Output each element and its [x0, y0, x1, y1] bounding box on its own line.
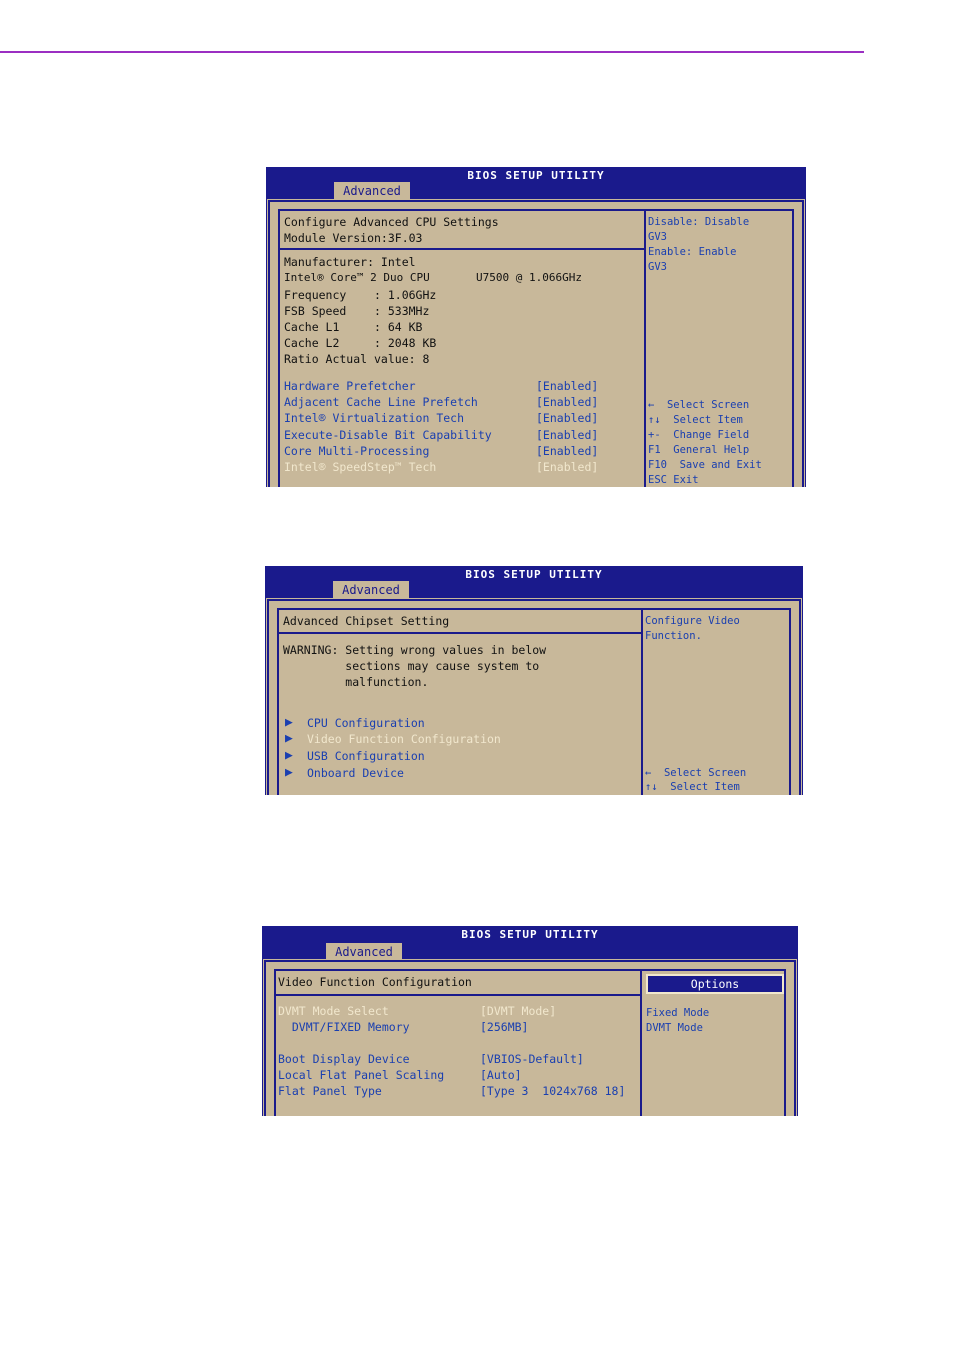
menu-item-onboard-device[interactable]: Onboard Device	[307, 766, 404, 780]
panel-divider	[640, 971, 642, 1116]
info-frequency: Frequency : 1.06GHz	[284, 288, 437, 302]
bios-title: BIOS SETUP UTILITY	[467, 169, 605, 182]
bios-screen-video-config	[262, 926, 798, 1116]
bios-inner-frame	[274, 969, 786, 1116]
bios-body	[267, 599, 801, 795]
info-cache-l1: Cache L1 : 64 KB	[284, 320, 423, 334]
heading-divider	[279, 632, 641, 634]
heading: Advanced Chipset Setting	[283, 614, 450, 628]
bios-title: BIOS SETUP UTILITY	[461, 928, 599, 941]
key-hint-general-help: F1 General Help	[648, 444, 750, 456]
info-cpu-model: Intel® Core™ 2 Duo CPU U7500 @ 1.066GHz	[284, 271, 583, 284]
submenu-arrow-icon: ▶	[285, 715, 293, 730]
submenu-arrow-icon: ▶	[285, 765, 293, 780]
menu-item-usb-configuration[interactable]: USB Configuration	[307, 749, 425, 763]
setting-label-execute-disable[interactable]: Execute-Disable Bit Capability	[284, 428, 492, 442]
key-hint-save-exit: F10 Save and Exit	[648, 459, 762, 471]
info-manufacturer: Manufacturer: Intel	[284, 255, 416, 269]
setting-value-flat-panel-type[interactable]: [Type 3 1024x768 18]	[480, 1084, 626, 1098]
setting-value-virtualization[interactable]: [Enabled]	[536, 411, 599, 425]
bios-screen-chipset	[265, 566, 803, 795]
setting-value-core-multi[interactable]: [Enabled]	[536, 444, 599, 458]
setting-label-adjacent-cache[interactable]: Adjacent Cache Line Prefetch	[284, 395, 478, 409]
key-hint-select-screen: ← Select Screen	[648, 399, 750, 411]
menu-item-video-function-configuration[interactable]: Video Function Configuration	[307, 732, 501, 746]
help-text-1: Disable: Disable	[648, 216, 750, 228]
setting-value-dvmt-mode-select[interactable]: [DVMT Mode]	[480, 1004, 557, 1018]
submenu-arrow-icon: ▶	[285, 731, 293, 746]
setting-label-virtualization[interactable]: Intel® Virtualization Tech	[284, 411, 465, 425]
setting-label-speedstep[interactable]: Intel® SpeedStep™ Tech	[284, 460, 437, 474]
key-hint-esc-exit: ESC Exit	[648, 474, 699, 486]
bios-body	[268, 200, 804, 487]
key-hint-change-field: +- Change Field	[648, 429, 750, 441]
option-dvmt-mode[interactable]: DVMT Mode	[646, 1022, 703, 1034]
setting-value-dvmt-fixed-memory[interactable]: [256MB]	[480, 1020, 529, 1034]
warning-line-1: WARNING: Setting wrong values in below	[283, 643, 547, 657]
info-cache-l2: Cache L2 : 2048 KB	[284, 336, 437, 350]
heading-divider	[276, 994, 640, 996]
setting-label-hardware-prefetcher[interactable]: Hardware Prefetcher	[284, 379, 416, 393]
setting-value-speedstep[interactable]: [Enabled]	[536, 460, 599, 474]
tab-advanced[interactable]: Advanced	[334, 182, 410, 200]
help-text-1: Configure Video	[645, 615, 740, 627]
heading: Video Function Configuration	[278, 975, 472, 989]
tab-advanced[interactable]: Advanced	[333, 581, 409, 599]
key-hint-select-item: ↑↓ Select Item	[645, 781, 740, 793]
panel-divider	[641, 610, 643, 795]
info-ratio: Ratio Actual value: 8	[284, 352, 430, 366]
warning-line-2: sections may cause system to	[283, 659, 540, 673]
setting-value-local-flat-panel-scaling[interactable]: [Auto]	[480, 1068, 522, 1082]
heading-line-2: Module Version:3F.03	[284, 231, 423, 245]
help-text-2: GV3	[648, 231, 667, 243]
setting-label-core-multi[interactable]: Core Multi-Processing	[284, 444, 430, 458]
option-fixed-mode[interactable]: Fixed Mode	[646, 1007, 710, 1019]
help-text-4: GV3	[648, 261, 667, 273]
bios-title: BIOS SETUP UTILITY	[465, 568, 603, 581]
key-hint-select-screen: ← Select Screen	[645, 767, 747, 779]
info-fsb-speed: FSB Speed : 533MHz	[284, 304, 430, 318]
heading-line-1: Configure Advanced CPU Settings	[284, 215, 499, 229]
tab-advanced[interactable]: Advanced	[326, 943, 402, 961]
key-hint-select-item: ↑↓ Select Item	[648, 414, 743, 426]
options-header: Options	[646, 974, 784, 994]
setting-value-execute-disable[interactable]: [Enabled]	[536, 428, 599, 442]
help-text-2: Function.	[645, 630, 702, 642]
setting-label-boot-display-device[interactable]: Boot Display Device	[278, 1052, 410, 1066]
bios-body	[264, 960, 796, 1116]
setting-label-dvmt-fixed-memory[interactable]: DVMT/FIXED Memory	[278, 1020, 410, 1034]
panel-divider	[644, 211, 646, 487]
bios-inner-frame	[278, 209, 794, 487]
heading-divider	[280, 248, 644, 250]
menu-item-cpu-configuration[interactable]: CPU Configuration	[307, 716, 425, 730]
bios-inner-frame	[277, 608, 791, 795]
setting-value-boot-display-device[interactable]: [VBIOS-Default]	[480, 1052, 584, 1066]
warning-line-3: malfunction.	[283, 675, 429, 689]
setting-label-flat-panel-type[interactable]: Flat Panel Type	[278, 1084, 382, 1098]
page-top-rule	[0, 51, 864, 53]
setting-label-dvmt-mode-select[interactable]: DVMT Mode Select	[278, 1004, 389, 1018]
setting-value-hardware-prefetcher[interactable]: [Enabled]	[536, 379, 599, 393]
bios-screen-cpu-config	[266, 167, 806, 487]
setting-label-local-flat-panel-scaling[interactable]: Local Flat Panel Scaling	[278, 1068, 445, 1082]
help-text-3: Enable: Enable	[648, 246, 737, 258]
setting-value-adjacent-cache[interactable]: [Enabled]	[536, 395, 599, 409]
submenu-arrow-icon: ▶	[285, 748, 293, 763]
